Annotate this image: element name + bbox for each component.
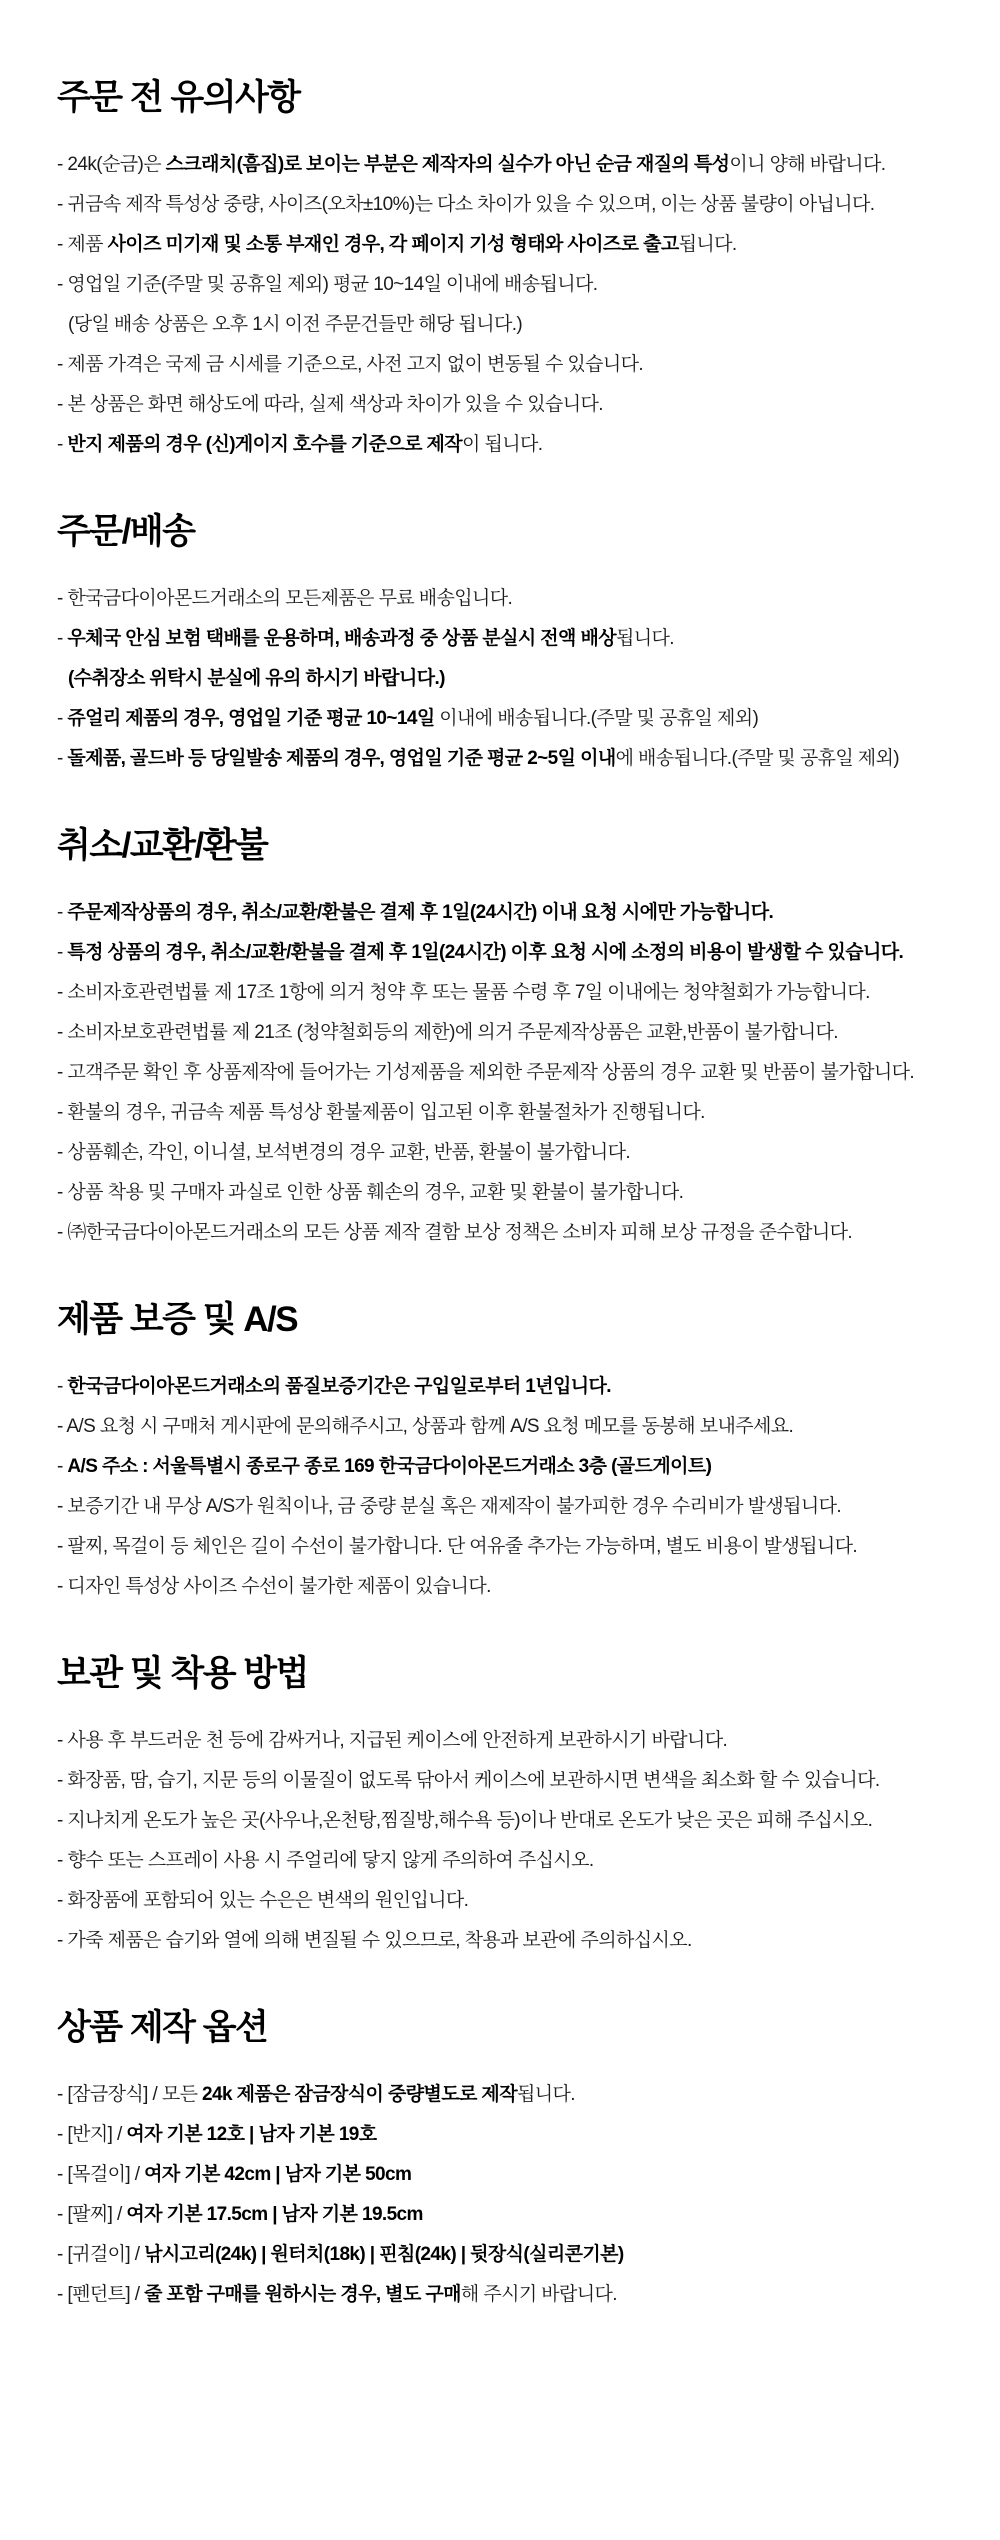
text-segment: - 화장품에 포함되어 있는 수은은 변색의 원인입니다. [57, 1890, 469, 1911]
section-pre-order-notice [57, 78, 970, 456]
notice-line [57, 588, 970, 610]
section-title: 보관 및 착용 방법 [57, 1654, 308, 1693]
text-segment: - 보증기간 내 무상 A/S가 원칙이나, 금 중량 분실 혹은 재제작이 불가피한 경우 수리비가 발생됩니다. [57, 1496, 842, 1517]
notice-line [57, 194, 970, 216]
text-segment: - A/S 요청 시 구매처 게시판에 문의해주시고, 상품과 함께 A/S 요청 메모를 동봉해 보내주세요. [57, 1416, 794, 1437]
text-segment: 스크래치(흠집)로 보이는 부분은 제작자의 실수가 아닌 순금 재질의 특성 [165, 154, 730, 175]
notice-line [57, 1062, 970, 1084]
text-segment: - [57, 1456, 68, 1477]
text-segment: - 영업일 기준(주말 및 공휴일 제외) 평균 10~14일 이내에 배송됩니다. [57, 274, 598, 295]
text-segment: 에 배송됩니다.(주말 및 공휴일 제외) [615, 748, 899, 769]
notice-line [57, 628, 970, 650]
text-segment: 24k 제품은 잠금장식이 중량별도로 제작 [202, 2084, 517, 2105]
text-segment: 여자 기본 42cm | 남자 기본 50cm [144, 2164, 412, 2185]
notice-line [57, 1376, 970, 1398]
notice-line [57, 1536, 970, 1558]
section-title: 상품 제작 옵션 [57, 2008, 268, 2047]
text-segment: - 제품 [57, 234, 108, 255]
notice-line [57, 1770, 970, 1792]
notice-line [57, 354, 970, 376]
text-segment: - 상품훼손, 각인, 이니셜, 보석변경의 경우 교환, 반품, 환불이 불가합니다. [57, 1142, 631, 1163]
text-segment: - [57, 708, 68, 729]
text-segment: 됩니다. [516, 2084, 575, 2105]
notice-line [57, 1930, 970, 1952]
text-segment: - ㈜한국금다이아몬드거래소의 모든 상품 제작 결함 보상 정책은 소비자 피해 보상 규정을 준수합니다. [57, 1222, 853, 1243]
text-segment: - 소비자보호관련법률 제 21조 (청약철회등의 제한)에 의거 주문제작상품은 교환,반품이 불가합니다. [57, 1022, 838, 1043]
text-segment: - [57, 628, 68, 649]
text-segment: 주문제작상품의 경우, 취소/교환/환불은 결제 후 1일(24시간) 이내 요청 시에만 가능합니다. [67, 902, 774, 923]
text-segment: - 상품 착용 및 구매자 과실로 인한 상품 훼손의 경우, 교환 및 환불이 불가합니다. [57, 1182, 684, 1203]
text-segment: 됩니다. [616, 628, 674, 649]
notice-line [57, 982, 970, 1004]
text-segment: - [잠금장식] / 모든 [57, 2084, 203, 2105]
text-segment: 사이즈 미기재 및 소통 부재인 경우, 각 페이지 기성 형태와 사이즈로 출고 [107, 234, 679, 255]
text-segment: - [57, 942, 68, 963]
notice-line [57, 1576, 970, 1598]
notice-line [57, 1456, 970, 1478]
text-segment: - 귀금속 제작 특성상 중량, 사이즈(오차±10%)는 다소 차이가 있을 수 있으며, 이는 상품 불량이 아닙니다. [57, 194, 875, 215]
text-segment: - [펜던트] / [57, 2284, 145, 2305]
notice-line [57, 668, 970, 690]
text-segment: - [57, 902, 68, 923]
text-segment: 낚시고리(24k) | 원터치(18k) | 핀침(24k) | 뒷장식(실리콘기본) [144, 2244, 624, 2265]
notice-line [57, 1182, 970, 1204]
text-segment: 여자 기본 17.5cm | 남자 기본 19.5cm [126, 2204, 423, 2225]
notice-line [57, 2244, 970, 2266]
text-segment: - [목걸이] / [57, 2164, 145, 2185]
text-segment: (수취장소 위탁시 분실에 유의 하시기 바랍니다.) [68, 668, 445, 689]
text-segment: A/S 주소 : 서울특별시 종로구 종로 169 한국금다이아몬드거래소 3층 (골드게이트) [67, 1456, 712, 1477]
text-segment: (당일 배송 상품은 오후 1시 이전 주문건들만 해당 됩니다.) [68, 314, 523, 335]
section-product-options [57, 2008, 970, 2306]
text-segment: 됩니다. [678, 234, 737, 255]
notice-line [57, 902, 970, 924]
text-segment: - [57, 748, 68, 769]
text-segment: 이내에 배송됩니다.(주말 및 공휴일 제외) [434, 708, 759, 729]
notice-line [57, 942, 970, 964]
text-segment: - 고객주문 확인 후 상품제작에 들어가는 기성제품을 제외한 주문제작 상품의 경우 교환 및 반품이 불가합니다. [57, 1062, 915, 1083]
text-segment: 반지 제품의 경우 (신)게이지 호수를 기준으로 제작 [67, 434, 463, 455]
notice-line [57, 314, 970, 336]
text-segment: - 본 상품은 화면 해상도에 따라, 실제 색상과 차이가 있을 수 있습니다. [57, 394, 603, 415]
section-title: 제품 보증 및 A/S [57, 1300, 298, 1339]
notice-line [57, 434, 970, 456]
text-segment: - [57, 1376, 68, 1397]
text-segment: - 소비자호관련법률 제 17조 1항에 의거 청약 후 또는 물품 수령 후 7일 이내에는 청약철회가 가능합니다. [57, 982, 870, 1003]
notice-line [57, 1810, 970, 1832]
notice-line [57, 1222, 970, 1244]
text-segment: 이니 양해 바랍니다. [729, 154, 886, 175]
notice-line [57, 394, 970, 416]
notice-line [57, 1496, 970, 1518]
section-cancel-exchange-refund [57, 826, 970, 1244]
section-title: 주문/배송 [57, 512, 195, 551]
text-segment: - 향수 또는 스프레이 사용 시 주얼리에 닿지 않게 주의하여 주십시오. [57, 1850, 594, 1871]
text-segment: 쥬얼리 제품의 경우, 영업일 기준 평균 10~14일 [67, 708, 435, 729]
text-segment: 줄 포함 구매를 원하시는 경우, 별도 구매 [144, 2284, 461, 2305]
notice-line [57, 2284, 970, 2306]
notice-line [57, 708, 970, 730]
notice-line [57, 274, 970, 296]
notice-line [57, 1142, 970, 1164]
text-segment: 해 주시기 바랍니다. [460, 2284, 617, 2305]
notice-line [57, 1730, 970, 1752]
text-segment: - [팔찌] / [57, 2204, 127, 2225]
text-segment: - 디자인 특성상 사이즈 수선이 불가한 제품이 있습니다. [57, 1576, 491, 1597]
text-segment: 여자 기본 12호 | 남자 기본 19호 [126, 2124, 377, 2145]
text-segment: - [반지] / [57, 2124, 127, 2145]
text-segment: - 환불의 경우, 귀금속 제품 특성상 환불제품이 입고된 이후 환불절차가 진행됩니다. [57, 1102, 705, 1123]
text-segment: 우체국 안심 보험 택배를 운용하며, 배송과정 중 상품 분실시 전액 배상 [67, 628, 616, 649]
text-segment: - 화장품, 땀, 습기, 지문 등의 이물질이 없도록 닦아서 케이스에 보관하시면 변색을 최소화 할 수 있습니다. [57, 1770, 880, 1791]
section-title: 주문 전 유의사항 [57, 78, 300, 117]
section-title: 취소/교환/환불 [57, 826, 268, 865]
notice-line [57, 748, 970, 770]
notice-line [57, 1850, 970, 1872]
text-segment: - [57, 434, 68, 455]
text-segment: 한국금다이아몬드거래소의 품질보증기간은 구입일로부터 1년입니다. [67, 1376, 611, 1397]
text-segment: - 지나치게 온도가 높은 곳(사우나,온천탕,찜질방,해수욕 등)이나 반대로 온도가 낮은 곳은 피해 주십시오. [57, 1810, 873, 1831]
text-segment: - 팔찌, 목걸이 등 체인은 길이 수선이 불가합니다. 단 여유줄 추가는 가능하며, 별도 비용이 발생됩니다. [57, 1536, 858, 1557]
text-segment: - 사용 후 부드러운 천 등에 감싸거나, 지급된 케이스에 안전하게 보관하시기 바랍니다. [57, 1730, 728, 1751]
section-order-shipping [57, 512, 970, 770]
text-segment: 특정 상품의 경우, 취소/교환/환불을 결제 후 1일(24시간) 이후 요청 시에 소정의 비용이 발생할 수 있습니다. [67, 942, 904, 963]
notice-line [57, 1022, 970, 1044]
text-segment: - 가죽 제품은 습기와 열에 의해 변질될 수 있으므로, 착용과 보관에 주의하십시오. [57, 1930, 692, 1951]
text-segment: - 24k(순금)은 [57, 154, 166, 175]
notice-line [57, 154, 970, 176]
text-segment: - [귀걸이] / [57, 2244, 145, 2265]
notice-line [57, 2164, 970, 2186]
text-segment: 돌제품, 골드바 등 당일발송 제품의 경우, 영업일 기준 평균 2~5일 이내 [67, 748, 616, 769]
section-warranty-as [57, 1300, 970, 1598]
notice-line [57, 1416, 970, 1438]
notice-sections [57, 78, 970, 2306]
section-storage-wear [57, 1654, 970, 1952]
text-segment: 이 됩니다. [462, 434, 543, 455]
notice-line [57, 2084, 970, 2106]
notice-line [57, 234, 970, 256]
notice-line [57, 1102, 970, 1124]
text-segment: - 한국금다이아몬드거래소의 모든제품은 무료 배송입니다. [57, 588, 513, 609]
notice-line [57, 1890, 970, 1912]
text-segment: - 제품 가격은 국제 금 시세를 기준으로, 사전 고지 없이 변동될 수 있습니다. [57, 354, 644, 375]
notice-line [57, 2124, 970, 2146]
notice-line [57, 2204, 970, 2226]
